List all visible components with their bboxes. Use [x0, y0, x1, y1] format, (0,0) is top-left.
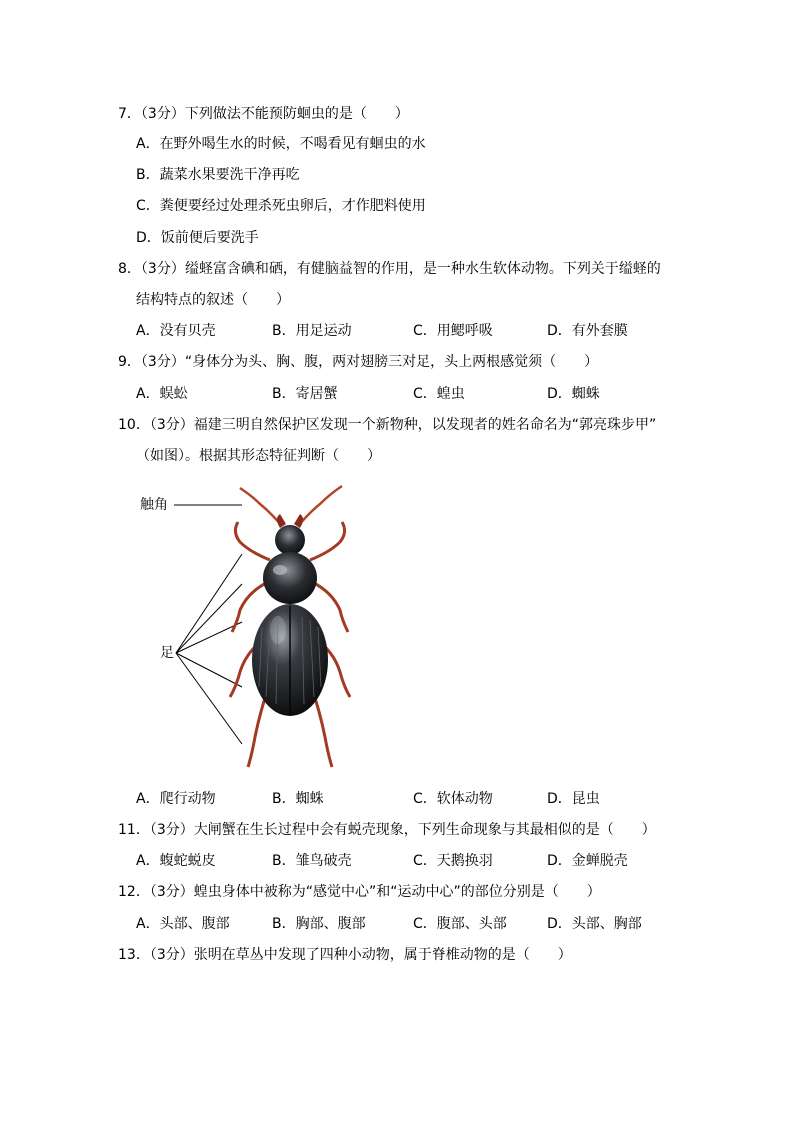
q8-option-c: C．用鳃呼吸: [413, 323, 493, 339]
beetle-figure: [120, 482, 380, 772]
q13-stem: 13．（3分）张明在草丛中发现了四种小动物，属于脊椎动物的是（ ）: [118, 947, 572, 963]
q11-option-c: C．天鹅换羽: [413, 853, 493, 869]
q12-stem: 12．（3分）蝗虫身体中被称为“感觉中心”和“运动中心”的部位分别是（ ）: [118, 884, 601, 900]
q10-stem-line1: 10．（3分）福建三明自然保护区发现一个新物种，以发现者的姓名命名为“郭亮珠步甲”: [118, 417, 657, 433]
q7-option-a: A．在野外喝生水的时候，不喝看见有蛔虫的水: [136, 136, 426, 152]
q11-stem: 11．（3分）大闸蟹在生长过程中会有蜕壳现象，下列生命现象与其最相似的是（ ）: [118, 822, 656, 838]
q8-stem-line1: 8．（3分）缢蛏富含碘和硒，有健脑益智的作用，是一种水生软体动物。下列关于缢蛏的: [118, 261, 661, 277]
antenna-label: 触角: [140, 497, 168, 513]
q10-option-d: D．昆虫: [547, 791, 600, 807]
q12-option-a: A．头部、腹部: [136, 916, 230, 932]
q12-option-c: C．腹部、头部: [413, 916, 507, 932]
legs-label: 足: [160, 645, 174, 661]
q8-stem-line2: 结构特点的叙述（ ）: [136, 292, 290, 308]
q7-option-d: D．饭前便后要洗手: [136, 230, 259, 246]
q9-option-c: C．蝗虫: [413, 386, 465, 402]
beetle-illustration: [120, 482, 380, 772]
q10-stem-line2: （如图）。根据其形态特征判断（ ）: [136, 448, 381, 464]
q10-option-a: A．爬行动物: [136, 791, 216, 807]
q9-option-a: A．蜈蚣: [136, 386, 188, 402]
q7-stem: 7．（3分）下列做法不能预防蛔虫的是（ ）: [118, 106, 409, 122]
q10-option-b: B．蜘蛛: [272, 791, 324, 807]
q12-option-b: B．胸部、腹部: [272, 916, 366, 932]
q9-option-b: B．寄居蟹: [272, 386, 338, 402]
q12-option-d: D．头部、胸部: [547, 916, 642, 932]
q11-option-a: A．蝮蛇蜕皮: [136, 853, 216, 869]
q8-option-b: B．用足运动: [272, 323, 352, 339]
q11-option-d: D．金蝉脱壳: [547, 853, 628, 869]
q10-option-c: C．软体动物: [413, 791, 493, 807]
q8-option-d: D．有外套膜: [547, 323, 628, 339]
q8-option-a: A．没有贝壳: [136, 323, 216, 339]
q7-option-c: C．粪便要经过处理杀死虫卵后，才作肥料使用: [136, 198, 426, 214]
q9-option-d: D．蜘蛛: [547, 386, 600, 402]
q9-stem: 9．（3分）“身体分为头、胸、腹，两对翅膀三对足，头上两根感觉须（ ）: [118, 354, 599, 370]
q7-option-b: B．蔬菜水果要洗干净再吃: [136, 167, 300, 183]
q11-option-b: B．雏鸟破壳: [272, 853, 352, 869]
